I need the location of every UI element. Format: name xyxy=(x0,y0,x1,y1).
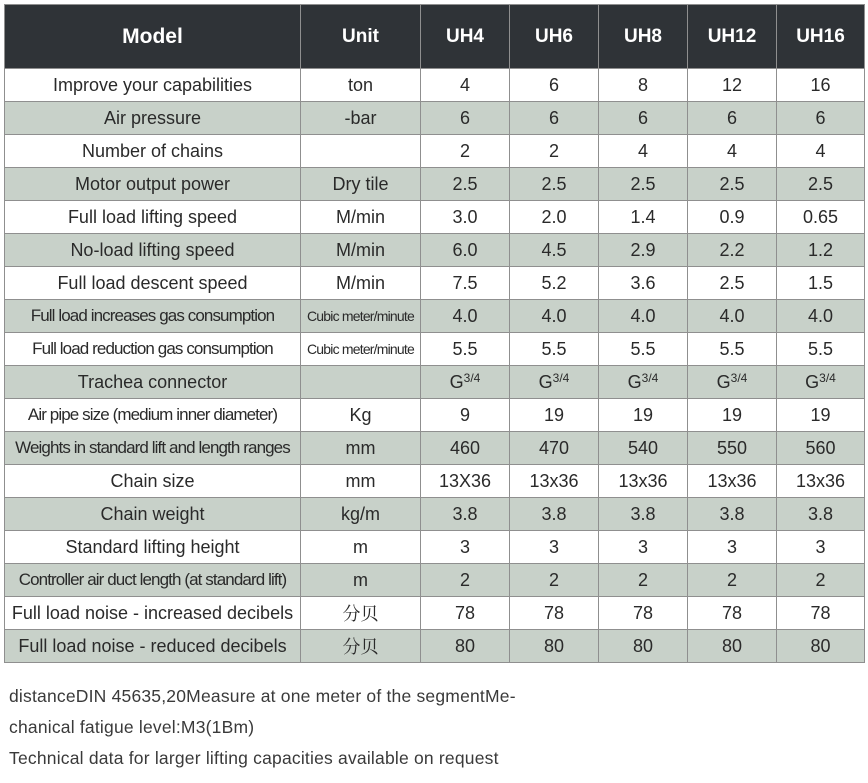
row-value: 13x36 xyxy=(510,465,599,498)
row-unit: Dry tile xyxy=(301,168,421,201)
table-row xyxy=(5,366,865,399)
row-value: 3 xyxy=(510,531,599,564)
row-value: $G^{3/4}$ xyxy=(421,366,510,399)
table-row xyxy=(5,333,865,366)
table-row xyxy=(5,630,865,663)
row-unit: m xyxy=(301,531,421,564)
table-row xyxy=(5,69,865,102)
row-value: 78 xyxy=(421,597,510,630)
row-value: 550 xyxy=(688,432,777,465)
header-uh12: UH12 xyxy=(688,5,777,69)
row-value: 0.9 xyxy=(688,201,777,234)
row-label: Controller air duct length (at standard lift) xyxy=(5,564,301,597)
row-value: 5.5 xyxy=(688,333,777,366)
row-value: 6 xyxy=(599,102,688,135)
header-model: Model xyxy=(5,5,301,69)
table-row xyxy=(5,300,865,333)
row-label: Full load lifting speed xyxy=(5,201,301,234)
row-value: 4 xyxy=(777,135,865,168)
row-value: 6 xyxy=(510,102,599,135)
row-value: 16 xyxy=(777,69,865,102)
row-value: 4 xyxy=(421,69,510,102)
row-value: 4.5 xyxy=(510,234,599,267)
row-value: 2 xyxy=(688,564,777,597)
row-unit: ton xyxy=(301,69,421,102)
row-value: 7.5 xyxy=(421,267,510,300)
row-value: 80 xyxy=(421,630,510,663)
row-value: 5.2 xyxy=(510,267,599,300)
row-value: 8 xyxy=(599,69,688,102)
table-body xyxy=(5,69,865,663)
row-value: 4.0 xyxy=(777,300,865,333)
row-value: 2.2 xyxy=(688,234,777,267)
spec-table xyxy=(4,4,865,663)
header-uh8: UH8 xyxy=(599,5,688,69)
row-value: 2.5 xyxy=(599,168,688,201)
row-value: 1.4 xyxy=(599,201,688,234)
row-unit: M/min xyxy=(301,267,421,300)
row-value: 1.2 xyxy=(777,234,865,267)
table-row xyxy=(5,135,865,168)
row-label: Air pipe size (medium inner diameter) xyxy=(5,399,301,432)
row-unit: Cubic meter/minute xyxy=(301,333,421,366)
row-value: 2 xyxy=(777,564,865,597)
row-value: 3 xyxy=(421,531,510,564)
row-value: 13x36 xyxy=(599,465,688,498)
row-value: 3.8 xyxy=(421,498,510,531)
table-row xyxy=(5,399,865,432)
row-value: 2.5 xyxy=(777,168,865,201)
row-unit: mm xyxy=(301,465,421,498)
row-value: 4.0 xyxy=(599,300,688,333)
row-value: 0.65 xyxy=(777,201,865,234)
row-value: 2.0 xyxy=(510,201,599,234)
table-row xyxy=(5,597,865,630)
row-value: 78 xyxy=(688,597,777,630)
row-unit: M/min xyxy=(301,234,421,267)
row-unit: -bar xyxy=(301,102,421,135)
row-value: 2 xyxy=(421,135,510,168)
row-unit: m xyxy=(301,564,421,597)
row-value: 3.6 xyxy=(599,267,688,300)
row-value: 2 xyxy=(510,135,599,168)
row-value: 3.8 xyxy=(599,498,688,531)
row-label: Full load descent speed xyxy=(5,267,301,300)
footnote-line: Technical data for larger lifting capacities available on request xyxy=(9,748,499,768)
row-value: 12 xyxy=(688,69,777,102)
row-value: 78 xyxy=(510,597,599,630)
row-label: Full load noise - increased decibels xyxy=(5,597,301,630)
row-unit: M/min xyxy=(301,201,421,234)
row-value: 2.5 xyxy=(688,168,777,201)
row-value: 2 xyxy=(599,564,688,597)
row-value: 2.5 xyxy=(421,168,510,201)
row-value: 5.5 xyxy=(510,333,599,366)
row-unit: kg/m xyxy=(301,498,421,531)
row-value: 6 xyxy=(421,102,510,135)
row-value: 78 xyxy=(599,597,688,630)
row-value: 19 xyxy=(777,399,865,432)
row-value: 1.5 xyxy=(777,267,865,300)
row-value: 2.5 xyxy=(688,267,777,300)
row-unit: Cubic meter/minute xyxy=(301,300,421,333)
row-label: Full load increases gas consumption xyxy=(5,300,301,333)
row-value: 4.0 xyxy=(688,300,777,333)
row-value: 2.5 xyxy=(510,168,599,201)
row-value: $G^{3/4}$ xyxy=(599,366,688,399)
row-value: 3 xyxy=(688,531,777,564)
row-value: 19 xyxy=(599,399,688,432)
row-unit xyxy=(301,135,421,168)
row-value: 4.0 xyxy=(510,300,599,333)
row-value: 3.0 xyxy=(421,201,510,234)
row-label: No-load lifting speed xyxy=(5,234,301,267)
row-label: Trachea connector xyxy=(5,366,301,399)
footnotes xyxy=(9,681,859,774)
footnote-line: chanical fatigue level:M3(1Bm) xyxy=(9,717,255,737)
row-value: 5.5 xyxy=(777,333,865,366)
table-row xyxy=(5,267,865,300)
row-value: 2 xyxy=(510,564,599,597)
row-value: 5.5 xyxy=(421,333,510,366)
header-unit: Unit xyxy=(301,5,421,69)
row-value: 6.0 xyxy=(421,234,510,267)
row-value: 4 xyxy=(688,135,777,168)
row-value: 3.8 xyxy=(510,498,599,531)
row-value: 5.5 xyxy=(599,333,688,366)
row-label: Improve your capabilities xyxy=(5,69,301,102)
row-label: Air pressure xyxy=(5,102,301,135)
row-unit: 分贝 xyxy=(301,630,421,663)
row-value: 80 xyxy=(777,630,865,663)
row-label: Chain weight xyxy=(5,498,301,531)
row-value: 9 xyxy=(421,399,510,432)
header-uh6: UH6 xyxy=(510,5,599,69)
row-value: 4.0 xyxy=(421,300,510,333)
row-value: 13x36 xyxy=(688,465,777,498)
table-row xyxy=(5,465,865,498)
row-label: Number of chains xyxy=(5,135,301,168)
row-value: 560 xyxy=(777,432,865,465)
row-value: 3 xyxy=(777,531,865,564)
row-value: 80 xyxy=(510,630,599,663)
table-row xyxy=(5,234,865,267)
row-unit: Kg xyxy=(301,399,421,432)
row-value: $G^{3/4}$ xyxy=(777,366,865,399)
table-row xyxy=(5,432,865,465)
row-label: Chain size xyxy=(5,465,301,498)
row-value: $G^{3/4}$ xyxy=(510,366,599,399)
row-value: 2 xyxy=(421,564,510,597)
row-value: 13X36 xyxy=(421,465,510,498)
row-value: 19 xyxy=(688,399,777,432)
row-value: 460 xyxy=(421,432,510,465)
row-value: 80 xyxy=(688,630,777,663)
row-value: 540 xyxy=(599,432,688,465)
row-value: 4 xyxy=(599,135,688,168)
row-label: Standard lifting height xyxy=(5,531,301,564)
table-row xyxy=(5,102,865,135)
row-value: 6 xyxy=(777,102,865,135)
table-row xyxy=(5,201,865,234)
table-row xyxy=(5,564,865,597)
table-row xyxy=(5,168,865,201)
header-uh4: UH4 xyxy=(421,5,510,69)
row-value: 19 xyxy=(510,399,599,432)
row-value: 78 xyxy=(777,597,865,630)
row-value: 6 xyxy=(510,69,599,102)
row-unit: 分贝 xyxy=(301,597,421,630)
header-uh16: UH16 xyxy=(777,5,865,69)
row-label: Full load reduction gas consumption xyxy=(5,333,301,366)
row-unit: mm xyxy=(301,432,421,465)
row-value: $G^{3/4}$ xyxy=(688,366,777,399)
row-value: 3.8 xyxy=(777,498,865,531)
row-label: Weights in standard lift and length ranges xyxy=(5,432,301,465)
row-value: 6 xyxy=(688,102,777,135)
row-label: Full load noise - reduced decibels xyxy=(5,630,301,663)
footnote-line: distanceDIN 45635,20Measure at one meter of the segmentMe- xyxy=(9,686,516,706)
table-row xyxy=(5,531,865,564)
row-value: 3.8 xyxy=(688,498,777,531)
row-unit xyxy=(301,366,421,399)
row-value: 13x36 xyxy=(777,465,865,498)
header-row xyxy=(5,5,865,69)
row-label: Motor output power xyxy=(5,168,301,201)
row-value: 80 xyxy=(599,630,688,663)
table-row xyxy=(5,498,865,531)
row-value: 2.9 xyxy=(599,234,688,267)
row-value: 3 xyxy=(599,531,688,564)
row-value: 470 xyxy=(510,432,599,465)
